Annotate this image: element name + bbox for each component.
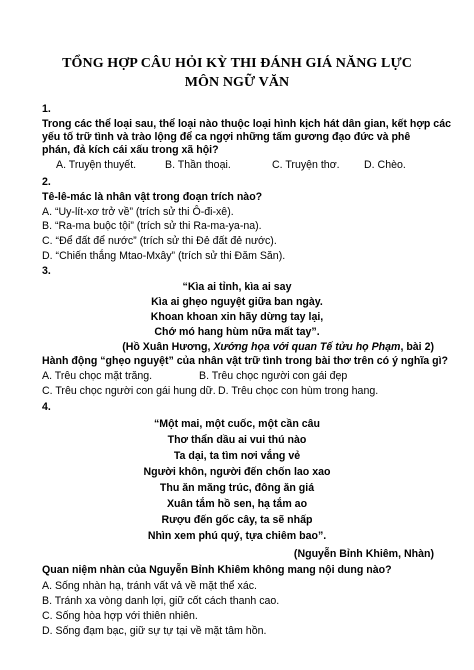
question-4-poem-line-1: “Một mai, một cuốc, một cần câu (154, 418, 320, 430)
question-3-option-b: B. Trêu chọc người con gái đẹp (199, 370, 348, 382)
question-4-option-c: C. Sống hòa hợp với thiên nhiên. (42, 610, 198, 622)
question-3-option-a: A. Trêu chọc mặt trăng. (42, 370, 153, 382)
question-3-poem-line-3: Khoan khoan xin hãy dừng tay lại, (150, 311, 324, 323)
question-4-poem-line-4: Người khôn, người đến chốn lao xao (143, 466, 331, 478)
question-2-number: 2. (42, 176, 51, 188)
question-3-number: 3. (42, 265, 51, 277)
question-1-number: 1. (42, 103, 51, 115)
question-1-option-b: B. Thần thoại. (165, 159, 231, 171)
question-3-option-d: D. Trêu chọc con hùm trong hang. (218, 385, 379, 397)
question-1-stem-line-2: yếu tố trữ tình và trào lộng để ca ngợi những tấm gương đạo đức và phê (42, 131, 411, 143)
question-4-option-b: B. Tránh xa vòng danh lợi, giữ cốt cách thanh cao. (42, 595, 280, 607)
question-2-option-c: C. “Để đất để nước” (trích sử thi Đẻ đất đẻ nước). (42, 235, 277, 247)
question-2-option-b: B. “Ra-ma buộc tội” (trích sử thi Ra-ma-ya-na). (42, 220, 262, 232)
question-4-poem-line-5: Thu ăn măng trúc, đông ăn giá (159, 482, 315, 494)
question-1-option-d: D. Chèo. (364, 159, 406, 171)
question-4-poem-line-7: Rượu đến gốc cây, ta sẽ nhấp (161, 514, 313, 526)
question-3-stem: Hành động “ghẹo nguyệt” của nhân vật trữ tình trong bài thơ trên có ý nghĩa gì? (42, 355, 448, 367)
question-2-option-d: D. “Chiến thắng Mtao-Mxây” (trích sử thi Đăm Săn). (42, 250, 286, 262)
question-2-option-a: A. “Uy-lít-xơ trở về” (trích sử thi Ô-đi-xê). (42, 206, 234, 218)
question-4-stem: Quan niệm nhàn của Nguyễn Bỉnh Khiêm không mang nội dung nào? (42, 564, 392, 576)
question-3-option-c: C. Trêu chọc người con gái hung dữ. (42, 385, 216, 397)
question-4-option-a: A. Sống nhàn hạ, tránh vất vả về mặt thể xác. (42, 580, 257, 592)
question-1-stem-line-3: phán, đả kích cái xấu trong xã hội? (42, 144, 219, 156)
question-4-poem-line-3: Ta dại, ta tìm nơi vắng vẻ (173, 450, 301, 462)
question-1-option-c: C. Truyện thơ. (272, 159, 340, 171)
question-2-stem: Tê-lê-mác là nhân vật trong đoạn trích nào? (42, 191, 263, 203)
document-title: TỔNG HỢP CÂU HỎI KỲ THI ĐÁNH GIÁ NĂNG LỰC (62, 56, 412, 71)
question-3-poem-line-1: “Kìa ai tỉnh, kìa ai say (182, 281, 292, 293)
question-3-poem-source: (Hồ Xuân Hương, Xướng họa với quan Tế tửu họ Phạm, bài 2) (122, 341, 434, 353)
question-4-poem-source: (Nguyễn Bỉnh Khiêm, Nhàn) (293, 548, 434, 560)
question-4-option-d: D. Sống đạm bạc, giữ sự tự tại về mặt tâm hồn. (42, 625, 267, 637)
question-1-stem-line-1: Trong các thể loại sau, thể loại nào thuộc loại hình kịch hát dân gian, kết hợp các (42, 118, 451, 130)
question-4-number: 4. (42, 401, 51, 413)
question-4-poem-line-2: Thơ thẩn dầu ai vui thú nào (167, 434, 307, 446)
question-4-poem-line-8: Nhìn xem phú quý, tựa chiêm bao”. (147, 530, 327, 542)
question-4-poem-line-6: Xuân tắm hồ sen, hạ tắm ao (166, 498, 308, 510)
question-3-poem-line-2: Kìa ai ghẹo nguyệt giữa ban ngày. (151, 296, 323, 308)
question-1-option-a: A. Truyện thuyết. (56, 159, 137, 171)
question-3-poem-line-4: Chớ mó hang hùm nữa mất tay”. (154, 326, 320, 338)
document-subtitle: MÔN NGỮ VĂN (184, 75, 290, 90)
